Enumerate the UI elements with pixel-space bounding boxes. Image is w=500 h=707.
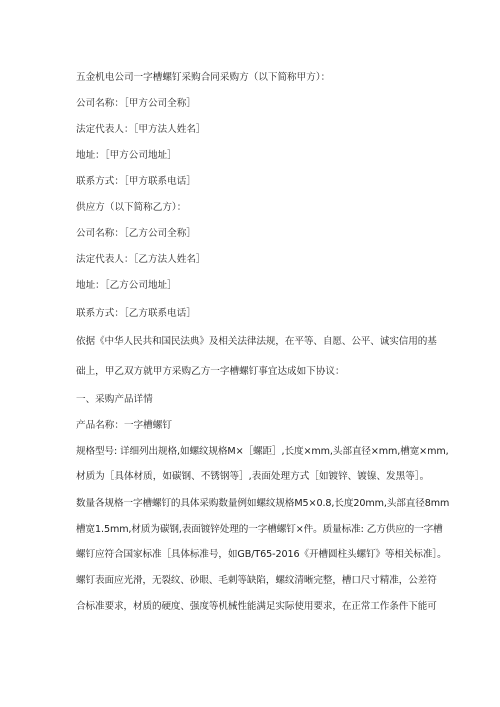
section-heading-product-details: 一、采购产品详情 bbox=[76, 394, 153, 405]
quality-requirement-line-2: 合标准要求，材质的硬度、强度等机械性能满足实际使用要求，在正常工作条件下能可 bbox=[76, 601, 437, 612]
buyer-company-name: 公司名称：［甲方公司全称］ bbox=[76, 98, 196, 109]
quantity-line-2: 槽宽1.5mm,材质为碳钢,表面镀锌处理的一字槽螺钉×件。质量标准: 乙方供应的一字槽 bbox=[76, 524, 443, 535]
supplier-heading: 供应方（以下简称乙方）： bbox=[76, 202, 187, 213]
supplier-contact: 联系方式：［乙方联系电话］ bbox=[76, 308, 196, 319]
quality-requirement-line-1: 螺钉表面应光滑，无裂纹、砂眼、毛刺等缺陷，螺纹清晰完整，槽口尺寸精准，公差符 bbox=[76, 575, 437, 586]
quality-standard-line: 螺钉应符合国家标准［具体标准号，如GB/T65-2016《开槽圆柱头螺钉》等相关标准］。 bbox=[76, 549, 447, 560]
specification-line-2: 材质为［具体材质，如碳钢、不锈钢等］,表面处理方式［如镀锌、镀镍、发黑等］。 bbox=[76, 471, 430, 482]
preamble-line-2: 础上，甲乙双方就甲方采购乙方一字槽螺钉事宜达成如下协议： bbox=[76, 366, 345, 377]
buyer-address: 地址：［甲方公司地址］ bbox=[76, 150, 177, 161]
quantity-line-1: 数量各规格一字槽螺钉的具体采购数量例如螺纹规格M5×0.8,长度20mm,头部直径8mm bbox=[76, 498, 450, 509]
buyer-legal-representative: 法定代表人：［甲方法人姓名］ bbox=[76, 124, 206, 135]
buyer-contact: 联系方式：［甲方联系电话］ bbox=[76, 176, 196, 187]
supplier-address: 地址：［乙方公司地址］ bbox=[76, 280, 177, 291]
supplier-legal-representative: 法定代表人：［乙方法人姓名］ bbox=[76, 254, 206, 265]
preamble-line-1: 依据《中华人民共和国民法典》及相关法律法规，在平等、自愿、公平、诚实信用的基 bbox=[76, 336, 437, 347]
contract-title-line: 五金机电公司一字槽螺钉采购合同采购方（以下简称甲方）： bbox=[76, 72, 331, 83]
product-name-line: 产品名称：一字槽螺钉 bbox=[76, 420, 172, 431]
supplier-company-name: 公司名称：［乙方公司全称］ bbox=[76, 228, 196, 239]
specification-line-1: 规格型号: 详细列出规格,如螺纹规格M×［螺距］,长度×mm,头部直径×mm,槽宽×mm, bbox=[76, 446, 449, 457]
